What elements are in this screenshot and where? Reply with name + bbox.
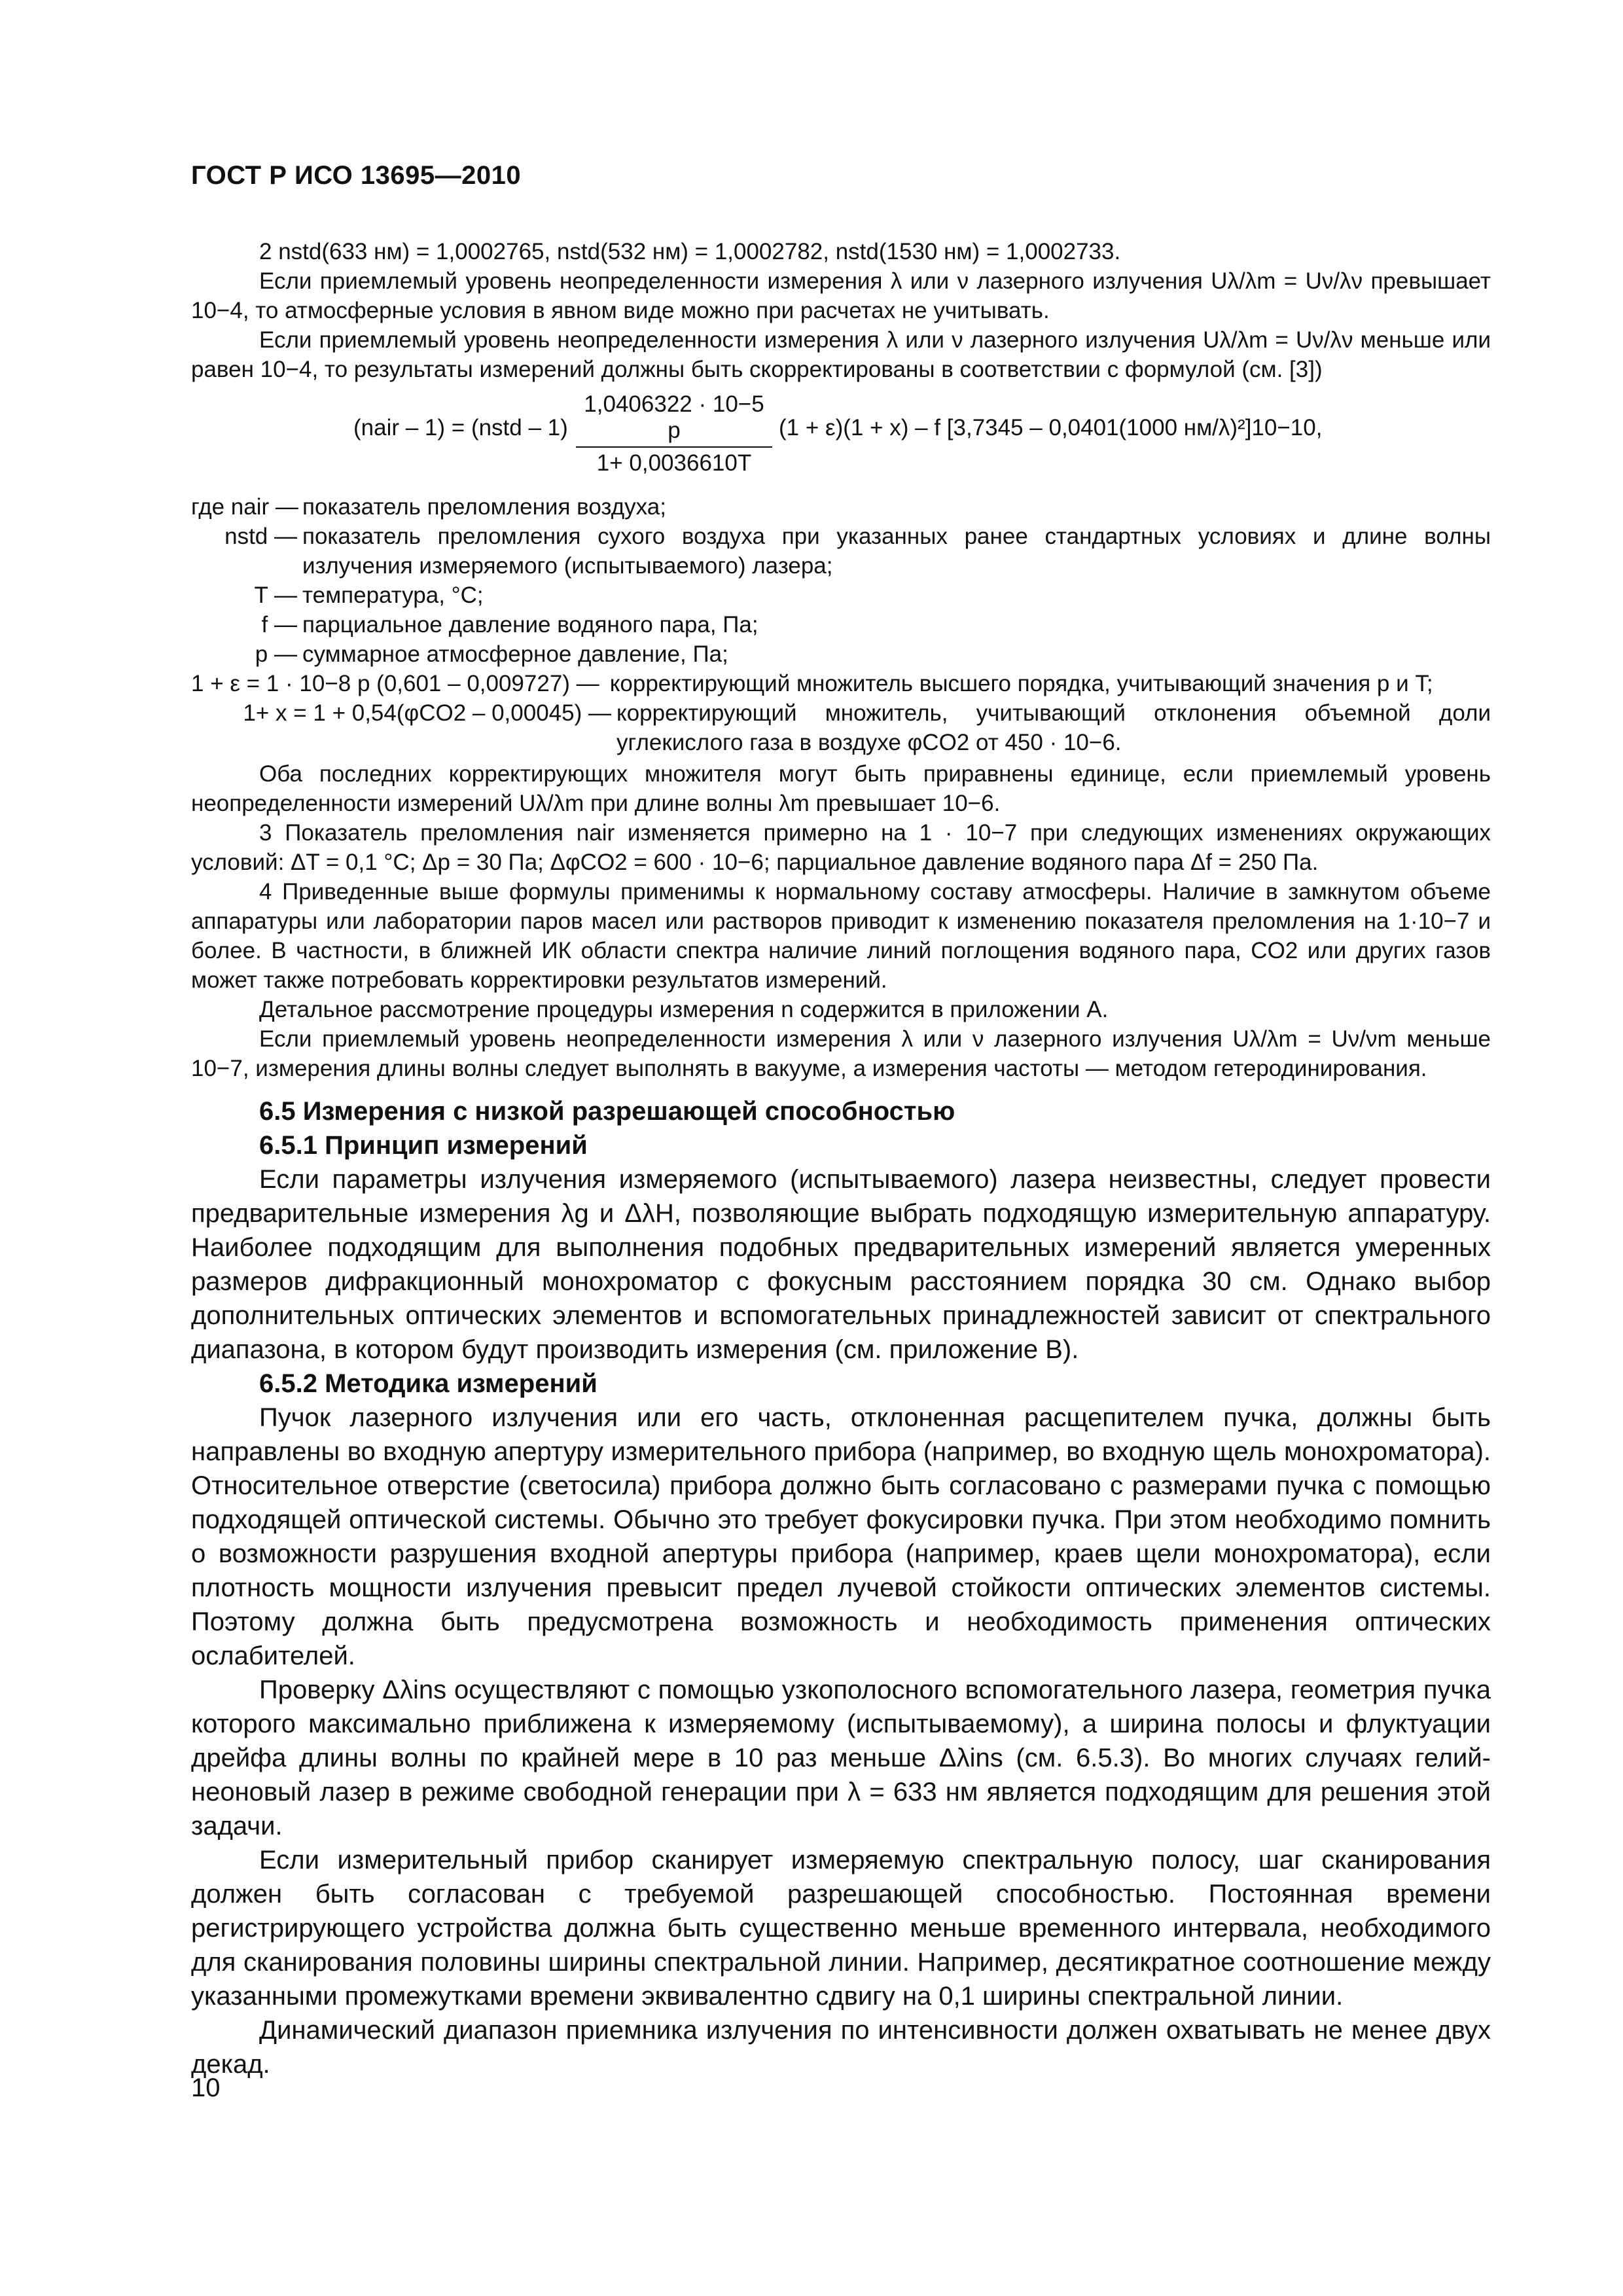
paragraph-6-5-1: Если параметры излучения измеряемого (испытываемого) лазера неизвестны, следует провести предварительные измерения λg и ΔλH, позволяющие выбрать подходящую измерительную аппаратуру. Наиболее подходящим для выполнения подобных предварительных измерений является умеренных размеров дифракционный монохроматор с фокусным расстоянием порядка 30 см. Однако выбор дополнительных оптических элементов и вспомогательных принадлежностей зависит от спектрального диапазона, в котором будут производить измерения (см. приложение В). bbox=[191, 1165, 1491, 1364]
legend-term: p — bbox=[255, 641, 297, 667]
legend-row bbox=[191, 492, 1491, 522]
note-3: 3 Показатель преломления nair изменяется примерно на 1 · 10−7 при следующих изменениях окружающих условий: ΔT = 0,1 °С; Δp = 30 Па; ΔφCO2 = 600 · 10−6; парциальное давление водяного пара Δf = 250 Па. bbox=[191, 820, 1491, 875]
document-header: ГОСТ Р ИСО 13695—2010 bbox=[191, 161, 522, 190]
note-correction-factors: Оба последних корректирующих множителя могут быть приравнены единице, если приемлемый уровень неопределенности измерений Uλ/λm при длине волны λm превышает 10−6. bbox=[191, 761, 1491, 816]
legend-row bbox=[191, 669, 1491, 698]
notes-block-2 bbox=[191, 759, 1491, 1083]
notes-block bbox=[191, 237, 1491, 384]
legend-term: nstd — bbox=[224, 524, 297, 549]
legend-row bbox=[191, 522, 1491, 581]
legend-term: T — bbox=[254, 583, 297, 608]
formula-lhs: (nair – 1) = (nstd – 1) bbox=[353, 415, 568, 440]
formula-legend bbox=[191, 492, 1491, 757]
paragraph-6-5-2-c: Если измерительный прибор сканирует измеряемую спектральную полосу, шаг сканирования должен быть согласован с требуемой разрешающей способностью. Постоянная времени регистрирующего устройства должна быть существенно меньше временного интервала, необходимого для сканирования половины ширины спектральной линии. Например, десятикратное соотношение между указанными промежутками времени эквивалентно сдвигу на 0,1 ширины спектральной линии. bbox=[191, 1846, 1491, 2011]
page-number: 10 bbox=[191, 2073, 221, 2102]
section-heading-6-5-1: 6.5.1 Принцип измерений bbox=[259, 1131, 588, 1160]
legend-desc: корректирующий множитель, учитывающий отклонения объемной доли углекислого газа в воздухе φCO2 от 450 · 10−6. bbox=[616, 700, 1491, 755]
legend-desc: температура, °С; bbox=[302, 583, 484, 608]
legend-term: 1+ x = 1 + 0,54(φCO2 – 0,00045) — bbox=[243, 700, 611, 726]
note-4: 4 Приведенные выше формулы применимы к нормальному составу атмосферы. Наличие в замкнутом объеме аппаратуры или лаборатории паров масел или растворов приводит к изменению показателя преломления на 1·10−7 и более. В частности, в ближней ИК области спектра наличие линий поглощения водяного пара, CO2 или других газов может также потребовать корректировки результатов измерений. bbox=[191, 879, 1491, 993]
section-heading-6-5-2: 6.5.2 Методика измерений bbox=[259, 1369, 597, 1398]
legend-term: f — bbox=[261, 612, 297, 637]
legend-desc: суммарное атмосферное давление, Па; bbox=[302, 641, 728, 667]
note-vacuum: Если приемлемый уровень неопределенности измерения λ или ν лазерного излучения Uλ/λm = Uν/νm меньше 10−7, измерения длины волны следует выполнять в вакууме, а измерения частоты — методом гетеродинирования. bbox=[191, 1026, 1491, 1081]
paragraph-6-5-2-b: Проверку Δλins осуществляют с помощью узкополосного вспомогательного лазера, геометрия пучка которого максимально приближена к измеряемому (испытываемому), а ширина полосы и флуктуации дрейфа длины волны по крайней мере в 10 раз меньше Δλins (см. 6.5.3). Во многих случаях гелий-неоновый лазер в режиме свободной генерации при λ = 633 нм является подходящим для решения этой задачи. bbox=[191, 1676, 1491, 1840]
formula-numerator: 1,0406322 · 10−5 p bbox=[576, 391, 772, 448]
paragraph-6-5-2-a: Пучок лазерного излучения или его часть, отклоненная расщепителем пучка, должны быть направлены во входную апертуру измерительного прибора (например, во входную щель монохроматора). Относительное отверстие (светосила) прибора должно быть согласовано с размерами пучка с помощью подходящей оптической системы. Обычно это требует фокусировки пучка. При этом необходимо помнить о возможности разрушения входной апертуры прибора (например, краев щели монохроматора), если плотность мощности излучения превысит предел лучевой стойкости оптических элементов системы. Поэтому должна быть предусмотрена возможность и необходимость применения оптических ослабителей. bbox=[191, 1403, 1491, 1670]
note-2: 2 nstd(633 нм) = 1,0002765, nstd(532 нм) = 1,0002782, nstd(1530 нм) = 1,0002733. bbox=[259, 239, 1121, 264]
refractive-index-formula bbox=[353, 391, 1466, 476]
legend-desc: парциальное давление водяного пара, Па; bbox=[302, 612, 758, 637]
legend-desc: показатель преломления воздуха; bbox=[302, 494, 666, 520]
section-6-5 bbox=[191, 1094, 1491, 2081]
section-heading-6-5: 6.5 Измерения с низкой разрешающей способностью bbox=[259, 1097, 955, 1126]
note-appendix-a: Детальное рассмотрение процедуры измерения n содержится в приложении А. bbox=[259, 997, 1109, 1022]
legend-term: где nair — bbox=[191, 494, 298, 520]
formula-fraction bbox=[576, 391, 772, 476]
legend-row bbox=[191, 610, 1491, 639]
formula-rhs: (1 + ε)(1 + x) – f [3,7345 – 0,0401(1000 нм/λ)²]10−10, bbox=[779, 415, 1323, 440]
legend-row bbox=[191, 639, 1491, 669]
legend-desc: показатель преломления сухого воздуха при указанных ранее стандартных условиях и длине волны излучения измеряемого (испытываемого) лазера; bbox=[302, 524, 1491, 579]
paragraph-6-5-2-d: Динамический диапазон приемника излучения по интенсивности должен охватывать не менее двух декад. bbox=[191, 2016, 1491, 2079]
legend-desc: корректирующий множитель высшего порядка, учитывающий значения p и T; bbox=[609, 671, 1433, 696]
note-threshold-2: Если приемлемый уровень неопределенности измерения λ или ν лазерного излучения Uλ/λm = Uν/λν меньше или равен 10−4, то результаты измерений должны быть скорректированы в соответствии с формулой (см. [3]) bbox=[191, 327, 1491, 382]
formula-denominator: 1+ 0,0036610T bbox=[596, 450, 752, 476]
note-threshold-1: Если приемлемый уровень неопределенности измерения λ или ν лазерного излучения Uλ/λm = Uν/λν превышает 10−4, то атмосферные условия в явном виде можно при расчетах не учитывать. bbox=[191, 268, 1491, 323]
legend-row bbox=[191, 698, 1491, 757]
legend-row bbox=[191, 581, 1491, 610]
legend-term: 1 + ε = 1 · 10−8 p (0,601 – 0,009727) — bbox=[191, 671, 599, 696]
